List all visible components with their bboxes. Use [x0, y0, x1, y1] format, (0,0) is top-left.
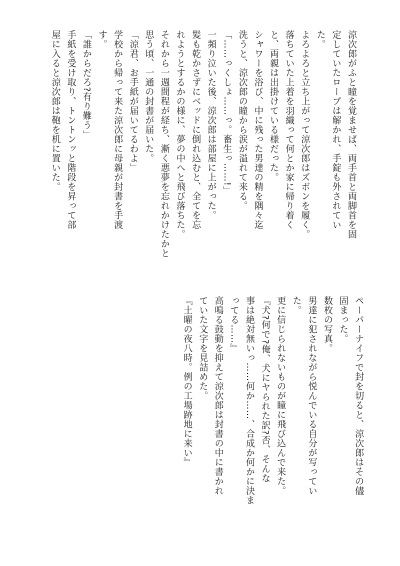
text-line: 固まった。	[337, 296, 348, 344]
text-line: 数枚の写真。	[321, 296, 332, 353]
text-line: 「涼君、お手紙が届いてるわよ」	[127, 30, 138, 173]
lower-text-block	[178, 296, 365, 528]
upper-text-block	[46, 30, 358, 292]
text-line: シャワーを浴び、中に残った男達の精を隅々迄	[252, 30, 263, 230]
text-line: 屋に入ると涼次郎は鞄を机に置いた。	[49, 30, 60, 192]
text-line: 『土曜の夜八時。例の工場跡地に来い』	[181, 296, 192, 467]
text-line: 学校から帰って来た涼次郎に母親が封書を手渡	[112, 30, 123, 230]
text-line: 手紙を受け取り、トントンッと階段を昇って部	[65, 30, 76, 230]
text-line: 「誰からだろ?有り難う」	[80, 30, 91, 140]
text-line: 更に信じられないものが瞳に飛び込んで来た。	[275, 296, 286, 496]
text-line: ってる……』	[228, 296, 239, 353]
text-line: ペーパーナイフで封を切ると、涼次郎はその儘	[353, 296, 364, 496]
text-line: 高鳴る鼓動を抑えて涼次郎は封書の中に書かれ	[212, 296, 223, 496]
text-line: 事は絶対無いっ……何か……、合成か何かに決ま	[243, 296, 254, 505]
text-line: それから一週間程が経ち、漸く悪夢を忘れかけたかと	[158, 30, 169, 258]
text-line: よろよろと立ち上がって涼次郎はズボンを履く。	[299, 30, 310, 239]
text-line: と、両親は出掛けている様だった。	[268, 30, 279, 182]
text-line: す。	[96, 30, 107, 49]
text-line: ていた文字を見詰めた。	[197, 296, 208, 401]
text-line: た。	[314, 30, 325, 49]
text-line: 男達に犯されながら悦んでいる自分が写ってい	[306, 296, 317, 496]
text-line: 思う頃、一通の封書が届いた。	[143, 30, 154, 163]
text-line: 髪も乾かさずにベッドに倒れ込むと、全てを忘	[190, 30, 201, 230]
text-line: 落ちていた上着を羽織って何とか家に帰り着く	[283, 30, 294, 230]
text-line: 『犬?何で?俺、犬にヤられた訳?否、そんな	[259, 296, 270, 483]
text-line: 涼次郎がふと瞳を覚ませば、両手首と両脚首を固	[346, 30, 356, 239]
text-line: 「……っくしょ……っ。畜生っ……!」	[221, 30, 232, 196]
text-line: 定していたロープは解かれ、手錠も外されてい	[330, 30, 341, 230]
text-line: 洗うと、涼次郎の瞳から涙が溢れて来る。	[236, 30, 247, 211]
text-line: 一頻り泣いた後、涼次郎は部屋に上がった。	[205, 30, 216, 220]
text-line: た。	[290, 296, 301, 315]
text-line: れようとするかの様に、夢の中へと飛び落ちた。	[174, 30, 185, 239]
